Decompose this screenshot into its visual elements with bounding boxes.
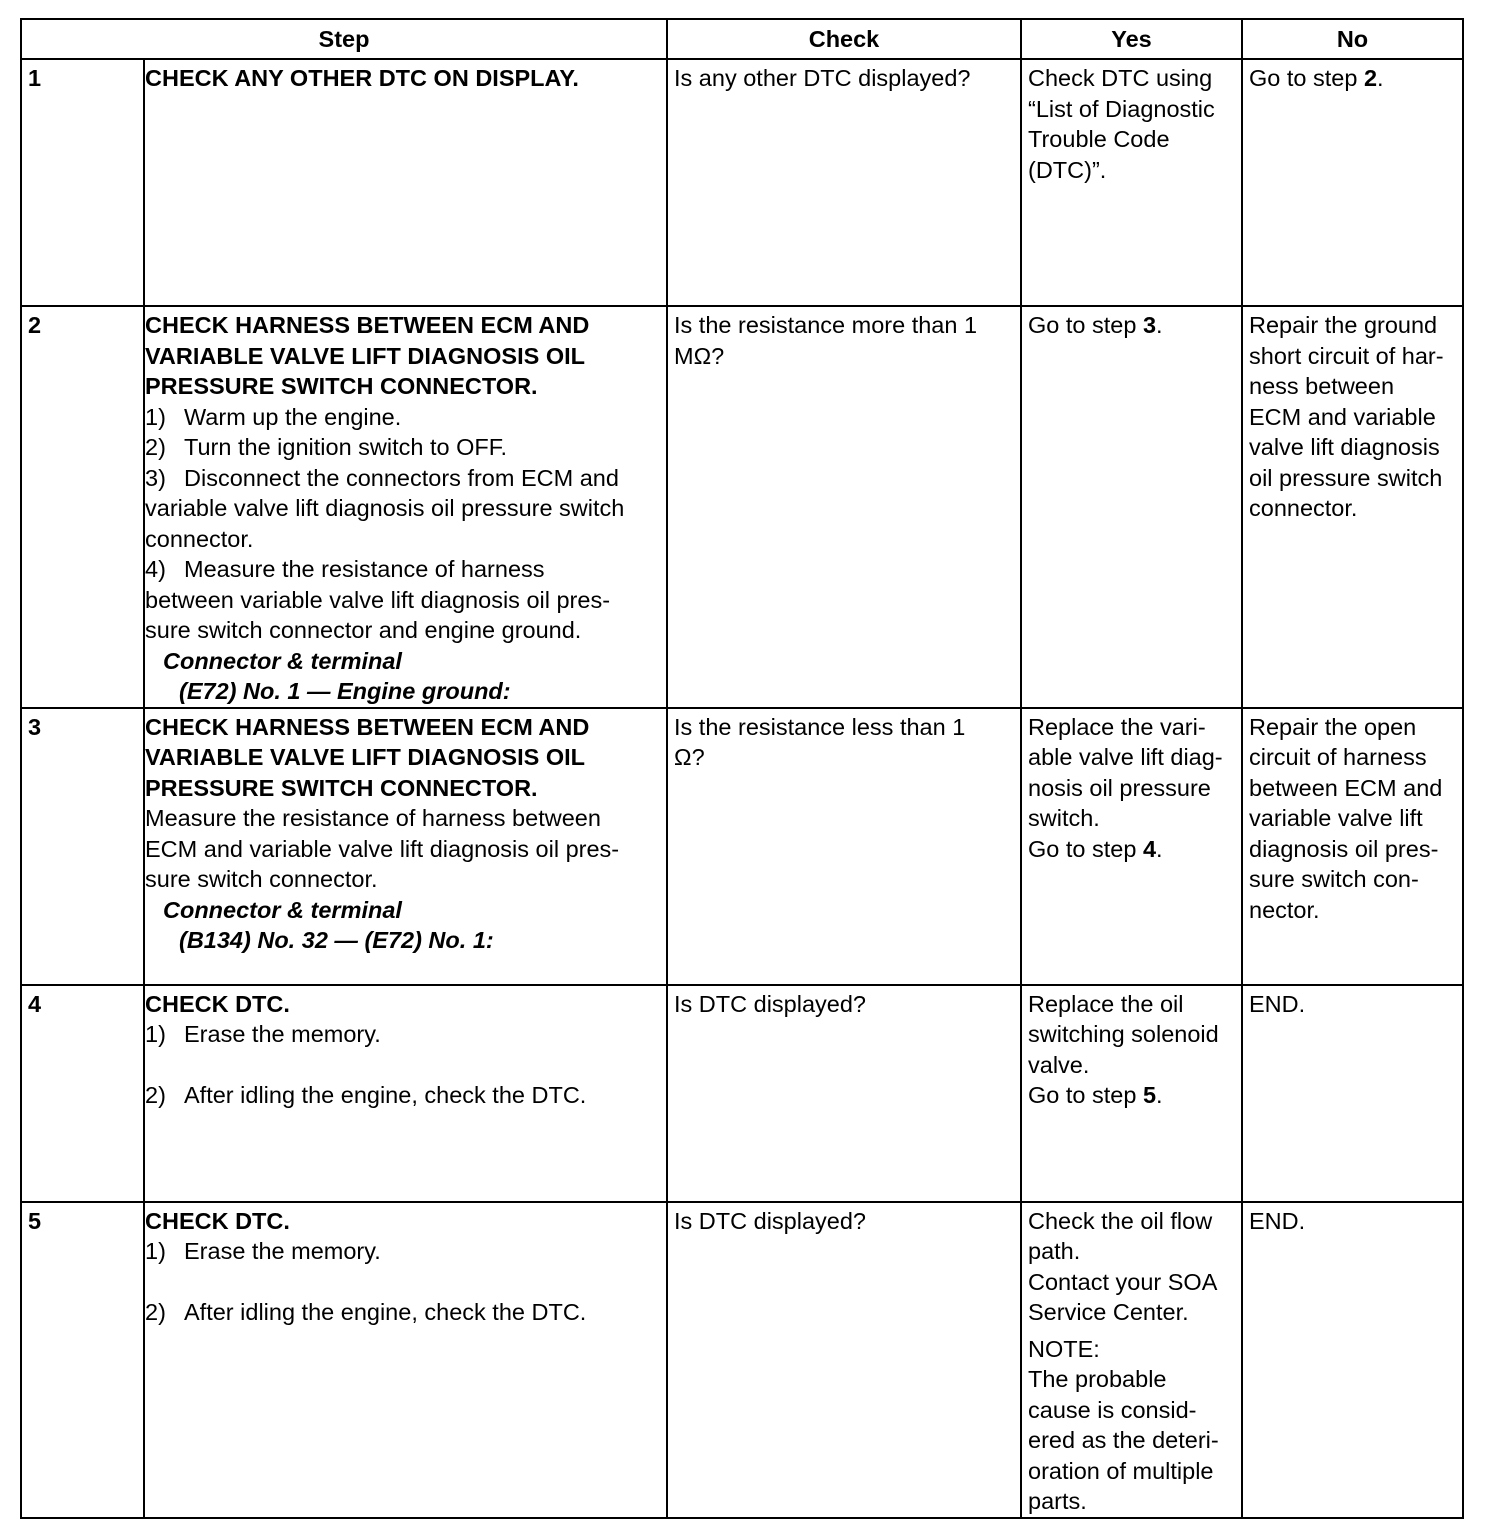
step-body: sure switch connector. <box>145 866 378 892</box>
substep <box>145 1019 658 1050</box>
substep-text: Erase the memory. <box>184 1021 381 1047</box>
yes-line: able valve lift diag- <box>1028 744 1223 770</box>
yes-line: Contact your SOA <box>1028 1268 1218 1295</box>
connector-label: Connector & terminal <box>163 647 402 674</box>
step-title: PRESSURE SWITCH CONNECTOR. <box>145 373 538 399</box>
no-line: circuit of harness <box>1249 744 1427 770</box>
terminal-spec: (B134) No. 32 — (E72) No. 1: <box>179 927 494 953</box>
yes-cell <box>1021 59 1242 306</box>
step-description <box>144 1202 667 1518</box>
diagnostic-procedure <box>20 18 1462 1519</box>
yes-line: “List of Diagnostic <box>1028 95 1215 122</box>
step-ref: 5 <box>1142 1082 1157 1108</box>
yes-cell <box>1021 306 1242 708</box>
substep <box>145 432 658 463</box>
note-line: ered as the deteri- <box>1028 1427 1219 1453</box>
step-description <box>144 59 667 306</box>
step-title: CHECK HARNESS BETWEEN ECM AND <box>145 713 590 740</box>
no-line: valve lift diagnosis <box>1249 434 1440 460</box>
yes-line: Check the oil flow <box>1028 1207 1213 1234</box>
note-label: NOTE: <box>1028 1335 1100 1362</box>
yes-line: Replace the oil <box>1028 990 1184 1017</box>
yes-text: Go to step <box>1028 312 1143 338</box>
table-row <box>21 1202 1463 1518</box>
note-line: oration of multiple <box>1028 1457 1214 1484</box>
no-line: short circuit of har- <box>1249 342 1444 369</box>
table-row <box>21 708 1463 985</box>
substep-text: After idling the engine, check the DTC. <box>184 1081 587 1108</box>
no-cell: END. <box>1242 1202 1463 1518</box>
yes-suffix: . <box>1156 1082 1163 1108</box>
diagnostic-table <box>20 18 1464 1519</box>
yes-line: (DTC)”. <box>1028 156 1107 183</box>
no-line: variable valve lift <box>1249 805 1423 831</box>
header-step: Step <box>21 19 667 59</box>
yes-cell <box>1021 708 1242 985</box>
table-row <box>21 59 1463 306</box>
yes-line: Service Center. <box>1028 1299 1189 1325</box>
no-line: between ECM and <box>1249 774 1443 801</box>
step-description <box>144 306 667 708</box>
yes-line: Check DTC using <box>1028 65 1213 91</box>
no-line: connector. <box>1249 495 1358 521</box>
step-number: 5 <box>21 1202 144 1518</box>
no-line: nector. <box>1249 896 1320 923</box>
yes-line: Trouble Code <box>1028 126 1170 152</box>
no-line: Repair the ground <box>1249 312 1438 338</box>
substep-number: 2) <box>145 1298 166 1325</box>
substep-number: 3) <box>145 464 166 491</box>
yes-line: Replace the vari- <box>1028 713 1206 740</box>
note-line: parts. <box>1028 1488 1087 1514</box>
yes-cell <box>1021 985 1242 1202</box>
step-number: 3 <box>21 708 144 985</box>
substep-text: Disconnect the connectors from ECM and <box>184 464 619 491</box>
step-description <box>144 708 667 985</box>
yes-text: Go to step <box>1028 1082 1143 1108</box>
check-line: Is the resistance less than 1 <box>674 713 966 740</box>
step-title: CHECK DTC. <box>145 1207 290 1234</box>
table-row <box>21 306 1463 708</box>
substep <box>145 402 658 433</box>
step-title: VARIABLE VALVE LIFT DIAGNOSIS OIL <box>145 342 585 369</box>
substep-number: 1) <box>145 403 166 430</box>
table-header-row <box>21 19 1463 59</box>
substep <box>145 554 658 585</box>
yes-line: valve. <box>1028 1051 1090 1078</box>
yes-line: path. <box>1028 1238 1081 1264</box>
step-title: CHECK DTC. <box>145 990 290 1017</box>
yes-line: nosis oil pressure <box>1028 774 1211 801</box>
yes-suffix: . <box>1156 835 1163 862</box>
step-number: 4 <box>21 985 144 1202</box>
no-line: diagnosis oil pres- <box>1249 835 1439 862</box>
no-line: ECM and variable <box>1249 403 1436 430</box>
step-body: ECM and variable valve lift diagnosis oil pres- <box>145 835 620 862</box>
substep-number: 2) <box>145 434 166 460</box>
yes-goto <box>1028 834 1235 865</box>
step-body: Measure the resistance of harness between <box>145 805 601 831</box>
step-ref: 3 <box>1142 312 1157 338</box>
substep-text: Measure the resistance of harness <box>184 556 545 582</box>
no-cell <box>1242 708 1463 985</box>
note-line: cause is consid- <box>1028 1396 1197 1423</box>
header-no: No <box>1242 19 1463 59</box>
substep <box>145 1297 658 1328</box>
check-line: Ω? <box>674 744 705 770</box>
step-ref: 2 <box>1363 65 1378 91</box>
step-title: PRESSURE SWITCH CONNECTOR. <box>145 774 538 801</box>
substep-text: Turn the ignition switch to OFF. <box>184 434 508 460</box>
check-cell: Is any other DTC displayed? <box>667 59 1021 306</box>
yes-suffix: . <box>1156 312 1163 338</box>
step-title: CHECK HARNESS BETWEEN ECM AND <box>145 312 590 338</box>
table-row <box>21 985 1463 1202</box>
substep-text: Erase the memory. <box>184 1238 381 1264</box>
substep <box>145 1080 658 1111</box>
step-number: 2 <box>21 306 144 708</box>
header-check: Check <box>667 19 1021 59</box>
no-cell: END. <box>1242 985 1463 1202</box>
connector-label: Connector & terminal <box>163 896 402 923</box>
step-ref: 4 <box>1142 835 1157 862</box>
yes-cell <box>1021 1202 1242 1518</box>
check-cell <box>667 708 1021 985</box>
substep-continuation: between variable valve lift diagnosis oil pres- <box>145 586 611 613</box>
no-line: Repair the open <box>1249 713 1417 740</box>
step-title: VARIABLE VALVE LIFT DIAGNOSIS OIL <box>145 744 585 770</box>
yes-line: switch. <box>1028 805 1100 831</box>
substep-text: Warm up the engine. <box>184 403 402 430</box>
step-number: 1 <box>21 59 144 306</box>
check-cell: Is DTC displayed? <box>667 1202 1021 1518</box>
check-line: MΩ? <box>674 342 725 369</box>
substep <box>145 463 658 494</box>
no-suffix: . <box>1377 65 1384 91</box>
check-line: Is the resistance more than 1 <box>674 312 978 338</box>
substep-number: 1) <box>145 1021 166 1047</box>
no-cell <box>1242 306 1463 708</box>
substep-text: After idling the engine, check the DTC. <box>184 1298 587 1325</box>
substep-number: 1) <box>145 1238 166 1264</box>
substep-continuation: connector. <box>145 525 254 552</box>
no-cell <box>1242 59 1463 306</box>
check-cell <box>667 306 1021 708</box>
substep-number: 4) <box>145 556 166 582</box>
spacer <box>145 1050 658 1080</box>
step-title: CHECK ANY OTHER DTC ON DISPLAY. <box>145 65 579 91</box>
note-line: The probable <box>1028 1366 1167 1392</box>
check-cell: Is DTC displayed? <box>667 985 1021 1202</box>
terminal-spec: (E72) No. 1 — Engine ground: <box>179 678 511 704</box>
substep-continuation: sure switch connector and engine ground. <box>145 617 582 643</box>
spacer <box>145 1267 658 1297</box>
substep-number: 2) <box>145 1081 166 1108</box>
yes-text: Go to step <box>1028 835 1143 862</box>
step-description <box>144 985 667 1202</box>
no-line: ness between <box>1249 373 1395 399</box>
no-line: sure switch con- <box>1249 866 1419 892</box>
no-text: Go to step <box>1249 65 1364 91</box>
no-line: oil pressure switch <box>1249 464 1443 491</box>
substep-continuation: variable valve lift diagnosis oil pressure switch <box>145 495 625 521</box>
header-yes: Yes <box>1021 19 1242 59</box>
yes-goto <box>1028 1080 1235 1111</box>
substep <box>145 1236 658 1267</box>
yes-line: switching solenoid <box>1028 1021 1219 1047</box>
